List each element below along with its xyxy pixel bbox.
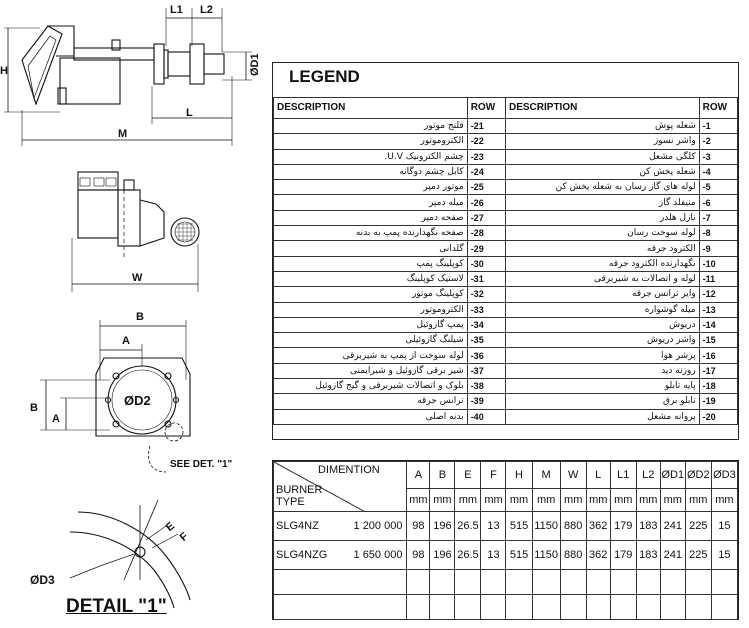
spec-empty-cell (610, 570, 636, 595)
legend-desc-right: میله گوشواره (505, 302, 699, 317)
spec-row (274, 541, 738, 570)
spec-empty-cell (532, 595, 560, 620)
legend-desc-left: گلدانی (274, 241, 468, 256)
spec-empty-cell (430, 570, 455, 595)
legend-row-num-left: -33 (467, 302, 505, 317)
spec-value: 183 (636, 541, 660, 570)
spec-empty-cell (481, 595, 506, 620)
legend-desc-left: کوپلینگ موتور (274, 287, 468, 302)
spec-value: 15 (711, 512, 737, 541)
spec-empty-cell (532, 570, 560, 595)
legend-row-num-right: -5 (699, 180, 737, 195)
legend-row-num-right: -14 (699, 317, 737, 332)
label-b-top: B (136, 311, 144, 323)
spec-empty-cell (660, 595, 685, 620)
label-l2: L2 (200, 4, 213, 16)
legend-row-num-left: -39 (467, 394, 505, 409)
spec-empty-cell (685, 570, 711, 595)
legend-desc-right: پروانه مشعل (505, 409, 699, 424)
legend-row-num-left: -40 (467, 409, 505, 424)
legend-desc-right: لوله های گاز رسان به شعله پخش کن (505, 180, 699, 195)
spec-burner-cell (274, 512, 407, 541)
legend-desc-right: منیفلد گاز (505, 195, 699, 210)
spec-value: 241 (660, 541, 685, 570)
spec-capacity: 1 650 000 (353, 549, 403, 561)
spec-value: 880 (560, 512, 586, 541)
spec-column-header: A (407, 462, 430, 489)
spec-column-header: L (586, 462, 610, 489)
legend-row-num-left: -26 (467, 195, 505, 210)
legend-desc-left: کوپلینگ پمپ (274, 256, 468, 271)
label-d3: ØD3 (30, 573, 55, 587)
side-view-drawing (4, 8, 252, 146)
legend-desc-right: پرشر هوا (505, 348, 699, 363)
spec-value: 880 (560, 541, 586, 570)
legend-desc-left: الکتروموتور (274, 134, 468, 149)
spec-column-header: ØD1 (660, 462, 685, 489)
legend-desc-right: لوله سوخت رسان (505, 226, 699, 241)
legend-header-description-right: DESCRIPTION (505, 98, 699, 119)
legend-desc-right: تابلو برق (505, 394, 699, 409)
legend-row-num-left: -25 (467, 180, 505, 195)
spec-value: 26.5 (455, 512, 481, 541)
spec-empty-cell (274, 570, 407, 595)
spec-value: 515 (506, 512, 532, 541)
spec-empty-cell (586, 595, 610, 620)
spec-empty-cell (430, 595, 455, 620)
spec-unit-cell: mm (685, 489, 711, 512)
label-f: F (177, 530, 191, 544)
spec-empty-cell (711, 570, 737, 595)
spec-unit-cell: mm (481, 489, 506, 512)
legend-row (274, 379, 738, 394)
legend-desc-right: وایر ترانس جرقه (505, 287, 699, 302)
legend-desc-right: کلگی مشعل (505, 149, 699, 164)
spec-empty-cell (660, 570, 685, 595)
legend-row (274, 119, 738, 134)
spec-empty-cell (407, 570, 430, 595)
spec-empty-cell (711, 595, 737, 620)
spec-value: 13 (481, 512, 506, 541)
spec-empty-cell (481, 570, 506, 595)
spec-value: 1150 (532, 541, 560, 570)
legend-row-num-right: -12 (699, 287, 737, 302)
spec-type-label: TYPE (276, 496, 305, 508)
label-h: H (0, 65, 8, 77)
spec-burner-label: BURNER (276, 484, 323, 496)
spec-value: 225 (685, 512, 711, 541)
legend-row-num-right: -15 (699, 333, 737, 348)
legend-row (274, 348, 738, 363)
spec-column-header: ØD2 (685, 462, 711, 489)
legend-desc-right: شعله پخش کن (505, 164, 699, 179)
spec-value: 241 (660, 512, 685, 541)
legend-desc-left: شیر برقی گازوئیل و شیرایمنی (274, 363, 468, 378)
legend-row-num-right: -11 (699, 271, 737, 286)
spec-empty-cell (455, 570, 481, 595)
label-see-det: SEE DET. "1" (170, 459, 233, 470)
spec-value: 98 (407, 512, 430, 541)
legend-row-num-right: -3 (699, 149, 737, 164)
legend-desc-right: روزنه دید (505, 363, 699, 378)
spec-empty-cell (610, 595, 636, 620)
legend-desc-right: لوله و اتصالات به شیربرقی (505, 271, 699, 286)
legend-desc-right: الکترود جرقه (505, 241, 699, 256)
label-l: L (186, 107, 193, 119)
legend-row-num-right: -20 (699, 409, 737, 424)
spec-value: 179 (610, 512, 636, 541)
detail-title: DETAIL "1" (66, 596, 167, 617)
spec-value: 183 (636, 512, 660, 541)
legend-row-num-left: -36 (467, 348, 505, 363)
spec-value: 225 (685, 541, 711, 570)
legend-table (273, 97, 738, 425)
legend-desc-left: الکتروموتور (274, 302, 468, 317)
legend-row-num-right: -19 (699, 394, 737, 409)
spec-value: 196 (430, 541, 455, 570)
spec-value: 13 (481, 541, 506, 570)
spec-empty-cell (407, 595, 430, 620)
spec-type: SLG4NZG (276, 549, 328, 561)
spec-column-header: L1 (610, 462, 636, 489)
legend-row (274, 164, 738, 179)
spec-column-header: M (532, 462, 560, 489)
label-a-top: A (122, 335, 130, 347)
legend-row-num-right: -4 (699, 164, 737, 179)
legend-row-num-left: -38 (467, 379, 505, 394)
legend-row-num-right: -2 (699, 134, 737, 149)
legend-desc-left: بدنه اصلی (274, 409, 468, 424)
legend-desc-left: صفحه دمپر (274, 210, 468, 225)
spec-empty-cell (560, 595, 586, 620)
legend-row (274, 302, 738, 317)
legend-row (274, 149, 738, 164)
detail-drawing (70, 500, 190, 608)
legend-row (274, 134, 738, 149)
legend-row (274, 256, 738, 271)
spec-value: 196 (430, 512, 455, 541)
legend-row (274, 210, 738, 225)
spec-column-header: F (481, 462, 506, 489)
legend-row-num-right: -7 (699, 210, 737, 225)
spec-value: 98 (407, 541, 430, 570)
spec-capacity: 1 200 000 (353, 520, 403, 532)
spec-value: 15 (711, 541, 737, 570)
legend-desc-left: لاستیک کوپلینگ (274, 271, 468, 286)
legend-row-num-right: -16 (699, 348, 737, 363)
legend-row (274, 333, 738, 348)
legend-row (274, 394, 738, 409)
legend-row-num-right: -9 (699, 241, 737, 256)
legend-row (274, 226, 738, 241)
legend-row-num-left: -21 (467, 119, 505, 134)
legend-desc-left: میله دمپر (274, 195, 468, 210)
spec-value: 362 (586, 512, 610, 541)
spec-value: 362 (586, 541, 610, 570)
spec-column-header: H (506, 462, 532, 489)
label-w: W (132, 272, 143, 284)
legend-title: LEGEND (289, 67, 360, 86)
legend-row (274, 409, 738, 424)
spec-column-header: B (430, 462, 455, 489)
spec-empty-cell (636, 570, 660, 595)
legend-desc-right: واشر نسوز (505, 134, 699, 149)
spec-empty-cell (455, 595, 481, 620)
spec-column-header: E (455, 462, 481, 489)
legend-row-num-left: -29 (467, 241, 505, 256)
legend-row-num-left: -35 (467, 333, 505, 348)
legend-row-num-left: -23 (467, 149, 505, 164)
legend-header-description-left: DESCRIPTION (274, 98, 468, 119)
spec-row (274, 512, 738, 541)
spec-unit-cell: mm (560, 489, 586, 512)
spec-empty-cell (506, 595, 532, 620)
legend-desc-left: کابل چشم دوگانه (274, 164, 468, 179)
legend-row-num-right: -6 (699, 195, 737, 210)
legend-row-num-left: -37 (467, 363, 505, 378)
spec-unit-cell: mm (407, 489, 430, 512)
spec-burner-type-label (276, 484, 322, 508)
spec-column-header: ØD3 (711, 462, 737, 489)
legend-row-num-right: -17 (699, 363, 737, 378)
spec-empty-cell (586, 570, 610, 595)
legend-desc-left: صفحه نگهدارنده پمپ به بدنه (274, 226, 468, 241)
legend-row (274, 271, 738, 286)
legend-desc-left: پمپ گازوئیل (274, 317, 468, 332)
legend-desc-right: پایه تابلو (505, 379, 699, 394)
spec-column-header: L2 (636, 462, 660, 489)
legend-row (274, 317, 738, 332)
spec-panel (272, 460, 739, 620)
legend-header-row (274, 98, 738, 119)
legend-row-num-right: -10 (699, 256, 737, 271)
legend-row (274, 180, 738, 195)
label-d1: ØD1 (249, 53, 261, 76)
spec-empty-cell (560, 570, 586, 595)
legend-row-num-right: -1 (699, 119, 737, 134)
spec-unit-cell: mm (532, 489, 560, 512)
legend-header-row-left: ROW (467, 98, 505, 119)
spec-value: 515 (506, 541, 532, 570)
legend-row-num-left: -22 (467, 134, 505, 149)
spec-dimension-label: DIMENTION (318, 464, 380, 476)
legend-row-num-right: -13 (699, 302, 737, 317)
legend-row (274, 241, 738, 256)
legend-desc-left: موتور دمپر (274, 180, 468, 195)
legend-row-num-left: -30 (467, 256, 505, 271)
spec-unit-cell: mm (586, 489, 610, 512)
legend-row-num-left: -34 (467, 317, 505, 332)
spec-table (273, 461, 738, 620)
spec-value: 179 (610, 541, 636, 570)
spec-value: 26.5 (455, 541, 481, 570)
legend-desc-left: فلنج موتور (274, 119, 468, 134)
spec-empty-row (274, 595, 738, 620)
legend-panel (272, 62, 739, 440)
legend-body (274, 119, 738, 425)
spec-empty-cell (636, 595, 660, 620)
spec-unit-cell: mm (711, 489, 737, 512)
spec-empty-row (274, 570, 738, 595)
label-l1: L1 (170, 4, 183, 16)
legend-desc-right: نگهدارنده الکترود جرقه (505, 256, 699, 271)
label-b-side: B (30, 402, 38, 414)
spec-corner-header (274, 462, 407, 512)
legend-row (274, 195, 738, 210)
spec-unit-cell: mm (430, 489, 455, 512)
spec-value: 1150 (532, 512, 560, 541)
legend-desc-right: شعله پوش (505, 119, 699, 134)
spec-body (274, 462, 738, 620)
legend-desc-right: نازل هلدر (505, 210, 699, 225)
spec-unit-cell: mm (455, 489, 481, 512)
legend-desc-left: لوله سوخت از پمپ به شیربرقی (274, 348, 468, 363)
spec-type: SLG4NZ (276, 520, 319, 532)
legend-row-num-left: -28 (467, 226, 505, 241)
spec-unit-cell: mm (636, 489, 660, 512)
label-a-side: A (52, 413, 60, 425)
label-m: M (118, 128, 128, 140)
spec-header-row (274, 462, 738, 489)
spec-empty-cell (274, 595, 407, 620)
label-d2: ØD2 (124, 393, 151, 408)
label-e: E (163, 520, 178, 534)
spec-unit-cell: mm (660, 489, 685, 512)
legend-desc-right: واشر دریوش (505, 333, 699, 348)
legend-row-num-right: -8 (699, 226, 737, 241)
spec-unit-cell: mm (610, 489, 636, 512)
spec-burner-cell (274, 541, 407, 570)
flange-view-drawing (40, 320, 190, 472)
legend-row-num-left: -32 (467, 287, 505, 302)
legend-desc-left: ترانس جرقه (274, 394, 468, 409)
legend-row (274, 287, 738, 302)
spec-unit-cell: mm (506, 489, 532, 512)
legend-row-num-right: -18 (699, 379, 737, 394)
legend-row-num-left: -31 (467, 271, 505, 286)
legend-header-row-right: ROW (699, 98, 737, 119)
technical-drawings (0, 0, 270, 628)
legend-desc-right: دریوش (505, 317, 699, 332)
spec-empty-cell (685, 595, 711, 620)
spec-column-header: W (560, 462, 586, 489)
legend-row-num-left: -27 (467, 210, 505, 225)
legend-row-num-left: -24 (467, 164, 505, 179)
spec-empty-cell (506, 570, 532, 595)
legend-desc-left: چشم الکترونیک U.V. (274, 149, 468, 164)
legend-desc-left: بلوک و اتصالات شیربرقی و گیج گازوئیل (274, 379, 468, 394)
legend-desc-left: شیلنگ گازوئیلی (274, 333, 468, 348)
legend-row (274, 363, 738, 378)
